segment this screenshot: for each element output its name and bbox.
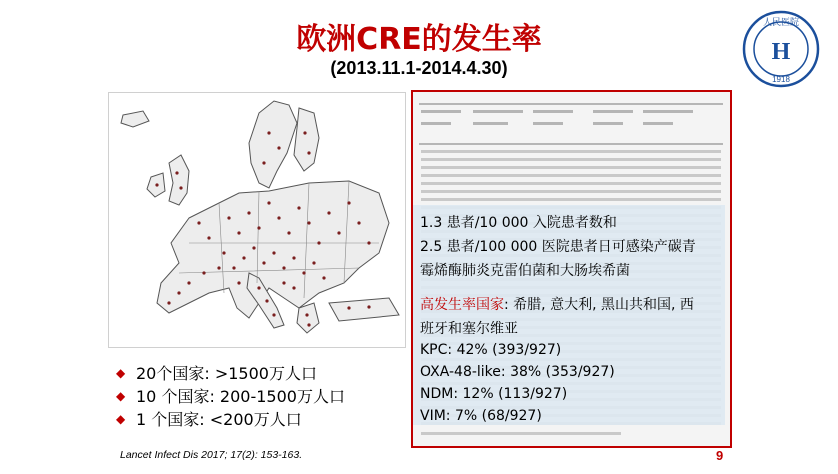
bullet-text: 1 个国家: <200万人口 bbox=[136, 410, 302, 429]
citation: Lancet Infect Dis 2017; 17(2): 153-163. bbox=[120, 449, 303, 461]
stat-kpc: KPC: 42% (393/927) bbox=[420, 342, 562, 358]
stat-ndm: NDM: 12% (113/927) bbox=[420, 386, 568, 402]
high-rate-countries bbox=[420, 294, 694, 314]
university-seal-icon bbox=[742, 10, 820, 88]
europe-map bbox=[108, 92, 406, 348]
svg-text:人民医院: 人民医院 bbox=[762, 18, 800, 28]
slide-title: 欧洲CRE的发生率 bbox=[296, 22, 542, 57]
population-bullets bbox=[116, 362, 345, 431]
bullet-text: 10 个国家: 200-1500万人口 bbox=[136, 387, 345, 406]
overlay-line-3: 霉烯酶肺炎克雷伯菌和大肠埃希菌 bbox=[420, 263, 630, 279]
high-rate-label: 高发生率国家 bbox=[420, 297, 504, 313]
diamond-bullet-icon: ◆ bbox=[116, 389, 126, 403]
diamond-bullet-icon: ◆ bbox=[116, 412, 126, 426]
overlay-line-1: 1.3 患者/10 000 入院患者数和 bbox=[420, 215, 617, 231]
high-rate-list-1: : 希腊, 意大利, 黑山共和国, 西 bbox=[504, 297, 694, 313]
bullet-item bbox=[116, 408, 345, 431]
page-number: 9 bbox=[716, 448, 724, 463]
bullet-item bbox=[116, 362, 345, 385]
stat-vim: VIM: 7% (68/927) bbox=[420, 408, 542, 424]
bullet-text: 20个国家: >1500万人口 bbox=[136, 364, 317, 383]
high-rate-list-2: 班牙和塞尔维亚 bbox=[420, 321, 518, 337]
overlay-line-2: 2.5 患者/100 000 医院患者日可感染产碳青 bbox=[420, 239, 696, 255]
bullet-item bbox=[116, 385, 345, 408]
stat-oxa48: OXA-48-like: 38% (353/927) bbox=[420, 364, 615, 380]
diamond-bullet-icon: ◆ bbox=[116, 366, 126, 380]
europe-map-icon bbox=[109, 93, 405, 347]
svg-text:H: H bbox=[771, 39, 791, 65]
slide-subtitle: (2013.11.1-2014.4.30) bbox=[330, 58, 508, 78]
svg-text:1918: 1918 bbox=[772, 75, 790, 84]
